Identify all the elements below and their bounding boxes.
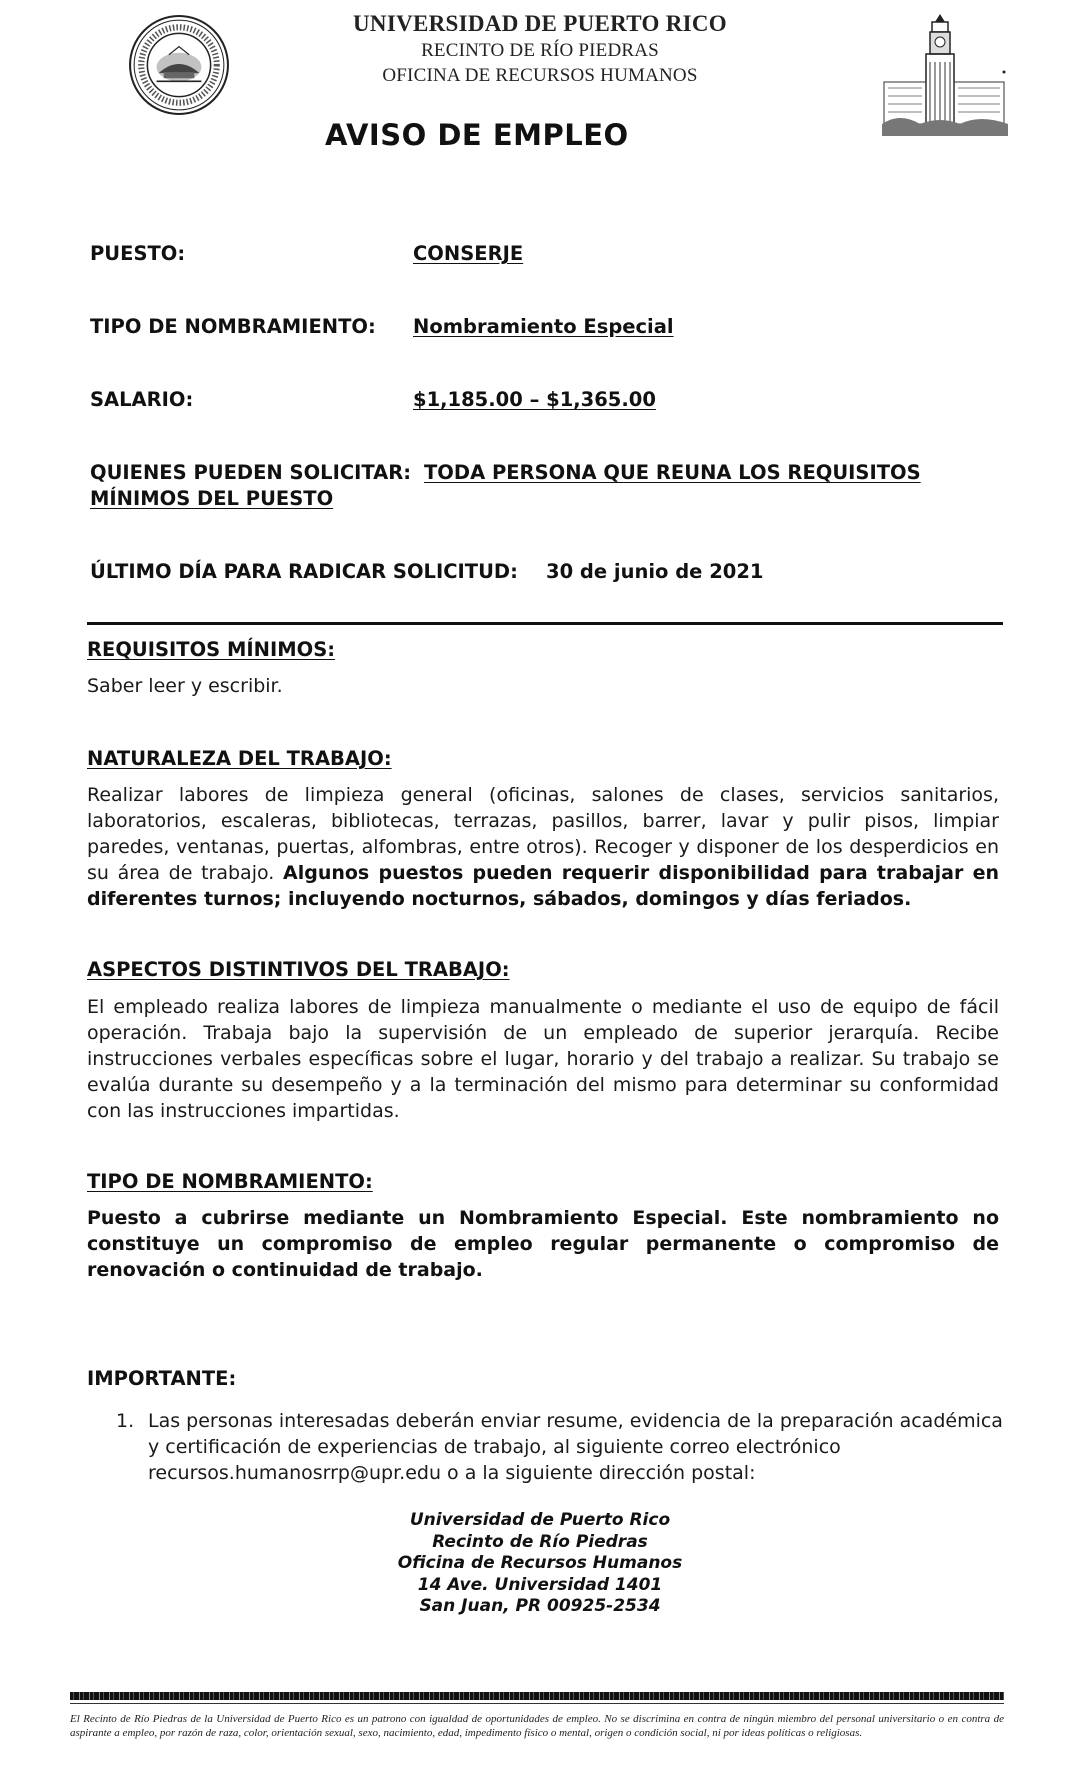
aspectos-title: ASPECTOS DISTINTIVOS DEL TRABAJO: xyxy=(87,958,510,981)
quienes-value-line1: TODA PERSONA QUE REUNA LOS REQUISITOS xyxy=(424,461,921,484)
address-line-4: 14 Ave. Universidad 1401 xyxy=(417,1574,663,1595)
address-line-3: Oficina de Recursos Humanos xyxy=(397,1553,683,1573)
tipo-nombramiento-title: TIPO DE NOMBRAMIENTO: xyxy=(87,1170,373,1193)
divider xyxy=(87,622,1003,625)
naturaleza-bold-text: Algunos puestos pueden requerir disponibilidad para trabajar en diferentes turnos; incluyendo nocturnos, sábados, domingos y días feriados. xyxy=(87,862,999,910)
naturaleza-paragraph xyxy=(87,782,999,912)
address-line-5: San Juan, PR 00925-2534 xyxy=(419,1596,661,1616)
aspectos-text: El empleado realiza labores de limpieza manualmente o mediante el uso de equipo de fácil operación. Trabaja bajo la supervisión de un empleado de superior jerarquía. Recibe instrucciones verbales específicas sobre el lugar, horario y del trabajo a realizar. Su trabajo se evalúa durante su desempeño y a la terminación del mismo para determinar su conformidad con las instrucciones impartidas. xyxy=(87,996,999,1122)
ultimo-dia-label: ÚLTIMO DÍA PARA RADICAR SOLICITUD: xyxy=(90,560,518,583)
requisitos-title: REQUISITOS MÍNIMOS: xyxy=(87,638,336,661)
letterhead xyxy=(340,10,740,88)
list-number: 1. xyxy=(116,1410,135,1432)
tipo-nombramiento-text: Puesto a cubrirse mediante un Nombramiento Especial. Este nombramiento no constituye un compromiso de empleo regular permanente o compromiso de renovación o continuidad de trabajo. xyxy=(87,1207,999,1281)
naturaleza-title: NATURALEZA DEL TRABAJO: xyxy=(87,747,392,770)
requisitos-text: Saber leer y escribir. xyxy=(87,675,283,697)
postal-address xyxy=(340,1510,740,1618)
address-line-2: Recinto de Río Piedras xyxy=(432,1531,648,1552)
importante-title: IMPORTANTE: xyxy=(87,1367,237,1390)
footer-disclaimer: El Recinto de Río Piedras de la Universidad de Puerto Rico es un patrono con igualdad de oportunidades de empleo. No se discrimina en contra de ningún miembro del personal universitario o en contra de aspirante a empleo, por razón de raza, color, orientación sexual, sexo, nacimiento, edad, impedimento físico o mental, origen o condición social, ni por ideas políticas o religiosas. xyxy=(70,1713,1004,1739)
naturaleza-text: Realizar labores de limpieza general (oficinas, salones de clases, servicios sanitarios, laboratorios, escaleras, bibliotecas, terrazas, pasillos, barrer, lavar y pulir pisos, limpiar paredes, ventanas, puertas, alfombras, entre otros). Recoger y disponer de los desperdicios en su área de trabajo. xyxy=(87,784,999,884)
tipo-value: Nombramiento Especial xyxy=(413,315,674,338)
office-name: OFICINA DE RECURSOS HUMANOS xyxy=(382,65,698,86)
footer-bar xyxy=(70,1692,1004,1700)
puesto-label: PUESTO: xyxy=(90,242,186,265)
university-name: UNIVERSIDAD DE PUERTO RICO xyxy=(353,11,727,36)
importante-text: Las personas interesadas deberán enviar resume, evidencia de la preparación académica y certificación de experiencias de trabajo, al siguiente correo electrónico recursos.humanosrrp@upr.edu o a la siguiente dirección postal: xyxy=(148,1410,1003,1484)
tipo-label: TIPO DE NOMBRAMIENTO: xyxy=(90,315,376,338)
puesto-value: CONSERJE xyxy=(413,242,524,265)
salario-value: $1,185.00 – $1,365.00 xyxy=(413,388,656,411)
university-seal-icon xyxy=(128,14,230,116)
ultimo-dia-value: 30 de junio de 2021 xyxy=(546,560,764,583)
quienes-value-line2: MÍNIMOS DEL PUESTO xyxy=(90,487,334,510)
address-line-1: Universidad de Puerto Rico xyxy=(409,1510,671,1530)
quienes-label: QUIENES PUEDEN SOLICITAR: xyxy=(90,461,412,484)
campus-name: RECINTO DE RÍO PIEDRAS xyxy=(421,40,659,61)
clock-tower-icon xyxy=(880,12,1010,138)
footer-divider xyxy=(70,1703,1004,1704)
page-title: AVISO DE EMPLEO xyxy=(325,118,629,152)
salario-label: SALARIO: xyxy=(90,388,194,411)
